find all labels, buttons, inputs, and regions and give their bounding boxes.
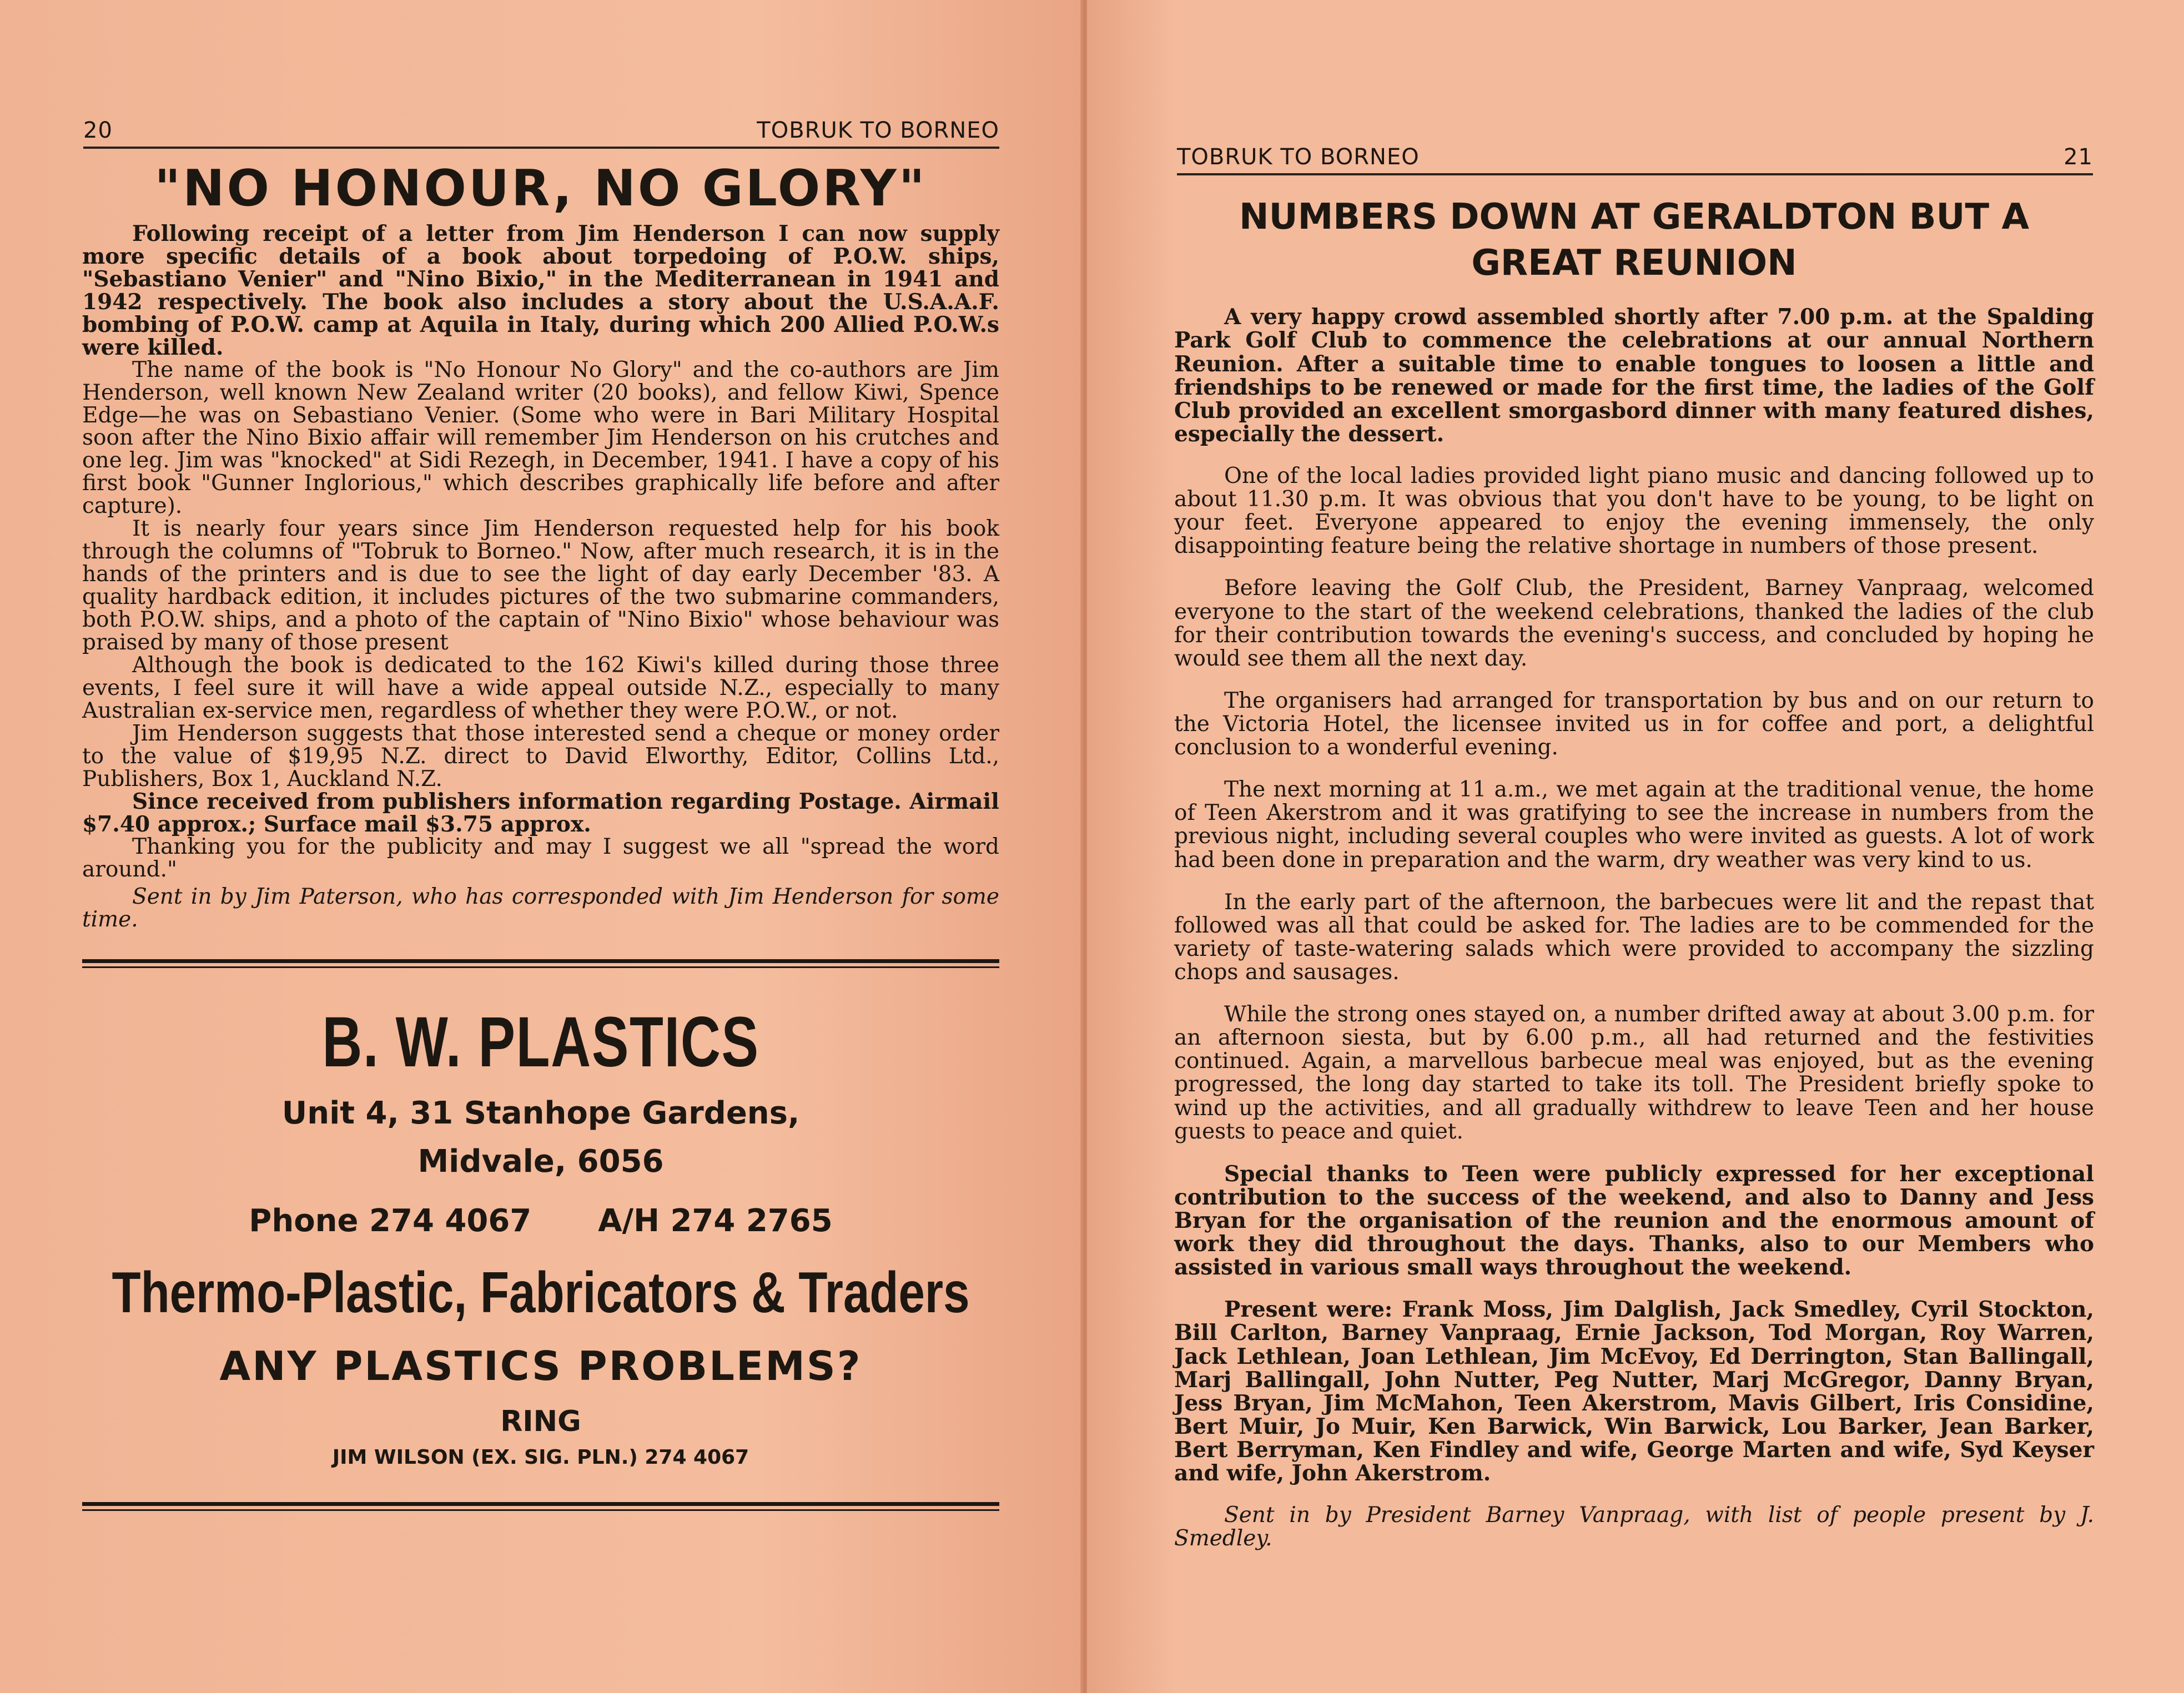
divider-rule-bottom-thin (82, 1509, 999, 1511)
article-body-geraldton (1174, 305, 2094, 1550)
left-running-head: TOBRUK TO BORNEO (757, 118, 999, 143)
paragraph: Following receipt of a letter from Jim Henderson I can now supply more specific details of a book about torpedoing of P.O.W. ships, "Sebastiano Venier" and "Nino Bixio," in the Mediterranean in 1941 and 1942 respectively. The book also includes a story about the U.S.A.A.F. bombing of P.O.W. camp at Aquila in Italy, during which 200 Allied P.O.W.s were killed. (82, 221, 999, 360)
paragraph: While the strong ones stayed on, a number drifted away at about 3.00 p.m. for an afternoon siesta, but by 6.00 p.m., all had returned and the festivities continued. Again, a marvellous barbecue meal was enjoyed, but as the evening progressed, the long day started to take its toll. The President briefly spoke to wind up the activities, and all gradually withdrew to leave Teen and her house guests to peace and quiet. (1174, 1002, 2094, 1144)
ad-tagline: Thermo-Plastic, Fabricators & Traders (112, 1261, 970, 1326)
attribution: Sent in by Jim Paterson, who has corresponded with Jim Henderson for some time. (82, 884, 999, 933)
ad-ring: RING (500, 1405, 581, 1439)
ad-contact: JIM WILSON (EX. SIG. PLN.) 274 4067 (332, 1446, 749, 1469)
title-line2: GREAT REUNION (1471, 243, 1797, 284)
ad-address-line1: Unit 4, 31 Stanhope Gardens, (281, 1095, 800, 1132)
divider-rule-thin (82, 966, 999, 968)
article-title-no-honour: "NO HONOUR, NO GLORY" (154, 159, 927, 218)
paragraph-postage: Since received from publishers information regarding Postage. Airmail $7.40 approx.; Surface mail $3.75 approx. (82, 789, 999, 838)
title-line1: NUMBERS DOWN AT GERALDTON BUT A (1239, 196, 2029, 238)
paragraph: A very happy crowd assembled shortly after 7.00 p.m. at the Spalding Park Golf Club to commence the celebrations at our annual Northern Reunion. After a suitable time to enable tongues to loosen a little and friendships to be renewed or made for the first time, the ladies of the Golf Club provided an excellent smorgasbord dinner with many featured dishes, especially the dessert. (1174, 304, 2094, 447)
ad-company-name: B. W. PLASTICS (322, 1002, 759, 1082)
advertisement-bw-plastics (82, 1001, 999, 1469)
paragraph: The next morning at 11 a.m., we met again at the traditional venue, the home of Teen Akerstrom and it was gratifying to see the increase in numbers from the previous night, including several couples who were invited as guests. A lot of work had been done in preparation and the warm, dry weather was very kind to us. (1174, 777, 2094, 873)
left-running-header (83, 111, 999, 149)
paragraph: Although the book is dedicated to the 162 Kiwi's killed during those three events, I feel sure it will have a wide appeal outside N.Z., especially to many Australian ex-service men, regardless of whether they were P.O.W., or not. (82, 652, 999, 723)
left-page-number: 20 (83, 118, 113, 143)
ad-address-line2: Midvale, 6056 (417, 1143, 664, 1180)
left-page (0, 0, 1083, 1693)
right-running-head: TOBRUK TO BORNEO (1177, 144, 1420, 170)
attribution: Sent in by President Barney Vanpraag, with list of people present by J. Smedley. (1174, 1503, 2094, 1551)
paragraph: Jim Henderson suggests that those interested send a cheque or money order to the value of $19,95 N.Z. direct to David Elworthy, Editor, Collins Ltd., Publishers, Box 1, Auckland N.Z. (82, 720, 999, 792)
divider-rule (82, 959, 999, 963)
paragraph: In the early part of the afternoon, the barbecues were lit and the repast that followed was all that could be asked for. The ladies are to be commended for the variety of taste-watering salads which were provided to accompany the sizzling chops and sausages. (1174, 889, 2094, 985)
ad-phone: Phone 274 4067 (249, 1203, 532, 1239)
right-running-header (1177, 138, 2093, 175)
ad-question: ANY PLASTICS PROBLEMS? (219, 1343, 862, 1390)
paragraph: It is nearly four years since Jim Henderson requested help for his book through the columns of "Tobruk to Borneo." Now, after much research, it is in the hands of the printers and is due to see the light of day early December '83. A quality hardback edition, it includes pictures of the two submarine commanders, both P.O.W. ships, and a photo of the captain of "Nino Bixio" whose behaviour was praised by many of those present (82, 516, 999, 655)
article-title-geraldton (1174, 194, 2094, 286)
left-column (82, 161, 999, 1511)
paragraph: Before leaving the Golf Club, the President, Barney Vanpraag, welcomed everyone to the start of the weekend celebrations, thanked the ladies of the club for their contribution towards the evening's success, and concluded by hoping he would see them all the next day. (1174, 576, 2094, 671)
right-column (1174, 194, 2094, 1569)
paragraph: The name of the book is "No Honour No Glory" and the co-authors are Jim Henderson, well known New Zealand writer (20 books), and fellow Kiwi, Spence Edge—he was on Sebastiano Venier. (Some who were in Bari Military Hospital soon after the Nino Bixio affair will remember Jim Henderson on his crutches and one leg. Jim was "knocked" at Sidi Rezegh, in December, 1941. I have a copy of his first book "Gunner Inglorious," which describes graphically life before and after capture). (82, 357, 999, 519)
ad-after-hours: A/H 274 2765 (598, 1203, 833, 1239)
article-body-no-honour (82, 223, 999, 931)
divider-rule-bottom (82, 1502, 999, 1506)
paragraph-thanks: Special thanks to Teen were publicly expressed for her exceptional contribution to the success of the weekend, and also to Danny and Jess Bryan for the organisation of the reunion and the enormous amount of work they did throughout the days. Thanks, also to our Members who assisted in various small ways throughout the weekend. (1174, 1161, 2094, 1281)
right-page-number: 21 (2064, 144, 2093, 170)
attendee-list: Present were: Frank Moss, Jim Dalglish, Jack Smedley, Cyril Stockton, Bill Carlton, Barney Vanpraag, Ernie Jackson, Tod Morgan, Roy Warren, Jack Lethlean, Joan Lethlean, Jim McEvoy, Ed Derrington, Stan Ballingall, Marj Ballingall, John Nutter, Peg Nutter, Marj McGregor, Danny Bryan, Jess Bryan, Jim McMahon, Teen Akerstrom, Mavis Gilbert, Iris Considine, Bert Muir, Jo Muir, Ken Barwick, Win Barwick, Lou Barker, Jean Barker, Bert Berryman, Ken Findley and wife, George Marten and wife, Syd Keyser and wife, John Akerstrom. (1174, 1297, 2094, 1487)
ad-phones (82, 1203, 999, 1239)
paragraph: The organisers had arranged for transportation by bus and on our return to the Victoria Hotel, the licensee invited us in for coffee and port, a delightful conclusion to a wonderful evening. (1174, 688, 2094, 760)
paragraph: Thanking you for the publicity and may I suggest we all "spread the word around." (82, 834, 999, 883)
paragraph: One of the local ladies provided light piano music and dancing followed up to about 11.30 p.m. It was obvious that you don't have to be young, to be light on your feet. Everyone appeared to enjoy the evening immensely, the only disappointing feature being the relative shortage in numbers of those present. (1174, 463, 2094, 559)
